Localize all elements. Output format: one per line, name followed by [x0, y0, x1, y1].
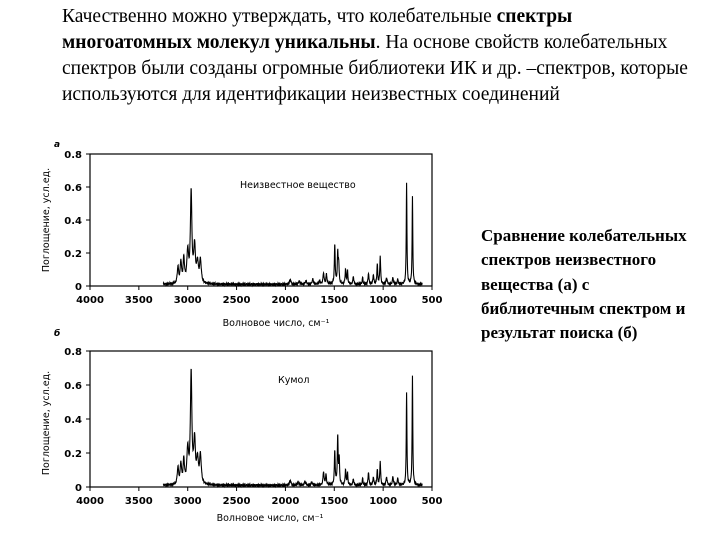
y-tick-label: 0.4 — [64, 415, 82, 426]
x-tick-label: 500 — [421, 496, 443, 507]
y-tick-label: 0.6 — [64, 183, 82, 194]
intro-text-2: . На основе свойств колебательных спектров были созданы огромные библиотеки ИК и др. –спектров, которые используются для идентификации неизвестных соединений — [62, 32, 688, 105]
y-tick-label: 0.2 — [64, 449, 82, 460]
x-tick-label: 3000 — [173, 295, 202, 306]
intro-bold: спектры многоатомных молекул уникальны — [62, 6, 573, 53]
x-axis-title-a: Волновое число, см⁻¹ — [222, 318, 330, 329]
x-tick-label: 1500 — [320, 496, 349, 507]
x-tick-label: 1500 — [320, 295, 349, 306]
x-tick-label: 1000 — [369, 295, 398, 306]
x-tick-label: 1000 — [369, 496, 398, 507]
y-tick-label: 0 — [75, 483, 82, 494]
x-tick-label: 2000 — [271, 496, 300, 507]
spectrum-chart-a — [0, 138, 480, 333]
caption: Сравнение колебательных спектров неизвестного вещества (а) с библиотечным спектром и результат поиска (б) — [481, 226, 687, 343]
intro-paragraph — [62, 4, 702, 108]
x-tick-label: 4000 — [76, 496, 104, 507]
x-tick-label: 3500 — [124, 496, 153, 507]
x-tick-label: 2500 — [222, 295, 251, 306]
y-tick-label: 0.4 — [64, 216, 82, 227]
x-axis-title-b: Волновое число, см⁻¹ — [216, 513, 324, 524]
y-tick-label: 0.6 — [64, 381, 82, 392]
inner-label-b: Кумол — [278, 375, 310, 386]
x-tick-label: 3500 — [124, 295, 153, 306]
y-tick-label: 0.8 — [64, 347, 82, 358]
intro-text-1: Качественно можно утверждать, что колебательные — [62, 6, 497, 27]
spectrum-line-a — [163, 183, 422, 286]
x-tick-label: 4000 — [76, 295, 104, 306]
spectrum-line-b — [163, 369, 422, 486]
x-tick-label: 2000 — [271, 295, 300, 306]
x-tick-label: 500 — [421, 295, 443, 306]
panel-label-b: б — [54, 329, 61, 339]
x-tick-label: 2500 — [222, 496, 251, 507]
y-tick-label: 0.2 — [64, 249, 82, 260]
x-tick-label: 3000 — [173, 496, 202, 507]
y-axis-title-a: Поглощение, усл.ед. — [41, 167, 52, 273]
y-tick-label: 0 — [75, 282, 82, 293]
y-axis-title-b: Поглощение, усл.ед. — [41, 370, 52, 476]
y-tick-label: 0.8 — [64, 150, 82, 161]
spectrum-chart-b — [0, 327, 480, 527]
panel-label-a: а — [54, 140, 61, 150]
inner-label-a: Неизвестное вещество — [240, 180, 356, 191]
